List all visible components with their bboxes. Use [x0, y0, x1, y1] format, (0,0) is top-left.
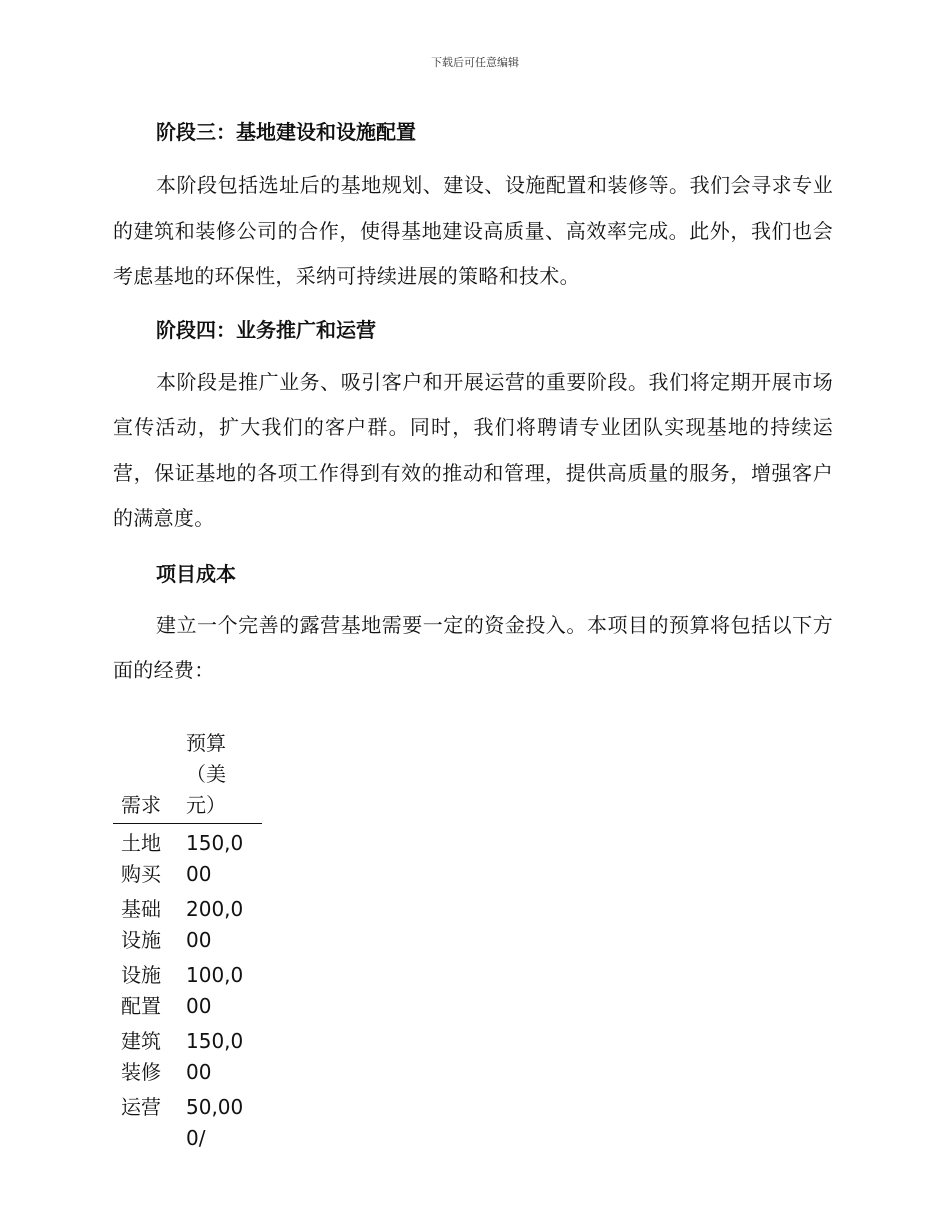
table-header-row [113, 728, 262, 824]
section-heading-project-cost: 项目成本 [156, 561, 236, 586]
table-cell-budget: 100,000 [186, 963, 244, 1018]
table-cell-budget: 150,000 [186, 831, 244, 886]
page-header: 下载后可任意编辑 [431, 56, 519, 69]
section-heading-phase-three: 阶段三：基地建设和设施配置 [156, 120, 416, 144]
column-header-budget: 预算（美元） [186, 731, 226, 817]
budget-table [113, 728, 262, 1156]
table-cell-need: 土地购买 [121, 831, 161, 886]
table-row [113, 958, 262, 1024]
section-heading-phase-four: 阶段四：业务推广和运营 [156, 317, 376, 342]
section-paragraph-phase-four: 本阶段是推广业务、吸引客户和开展运营的重要阶段。我们将定期开展市场宣传活动，扩大我们的客户群。同时，我们将聘请专业团队实现基地的持续运营，保证基地的各项工作得到有效的推动和管理，提供高质量的服务，增强客户的满意度。 [113, 369, 833, 530]
table-row [113, 1024, 262, 1090]
table-row [113, 1090, 262, 1156]
table-cell-need: 运营 [121, 1095, 161, 1119]
table-cell-budget: 50,000/ [186, 1095, 244, 1150]
table-row [113, 892, 262, 958]
table-cell-need: 建筑装修 [121, 1029, 161, 1084]
table-cell-budget: 150,000 [186, 1029, 244, 1084]
table-cell-need: 设施配置 [121, 963, 161, 1018]
column-header-need: 需求 [121, 793, 161, 817]
section-paragraph-phase-three: 本阶段包括选址后的基地规划、建设、设施配置和装修等。我们会寻求专业的建筑和装修公司的合作，使得基地建设高质量、高效率完成。此外，我们也会考虑基地的环保性，采纳可持续进展的策略和技术。 [113, 173, 833, 288]
table-cell-need: 基础设施 [121, 897, 161, 952]
document-body [113, 110, 833, 694]
section-paragraph-project-cost: 建立一个完善的露营基地需要一定的资金投入。本项目的预算将包括以下方面的经费： [113, 612, 833, 682]
table-cell-budget: 200,000 [186, 897, 244, 952]
table-row [113, 824, 262, 893]
